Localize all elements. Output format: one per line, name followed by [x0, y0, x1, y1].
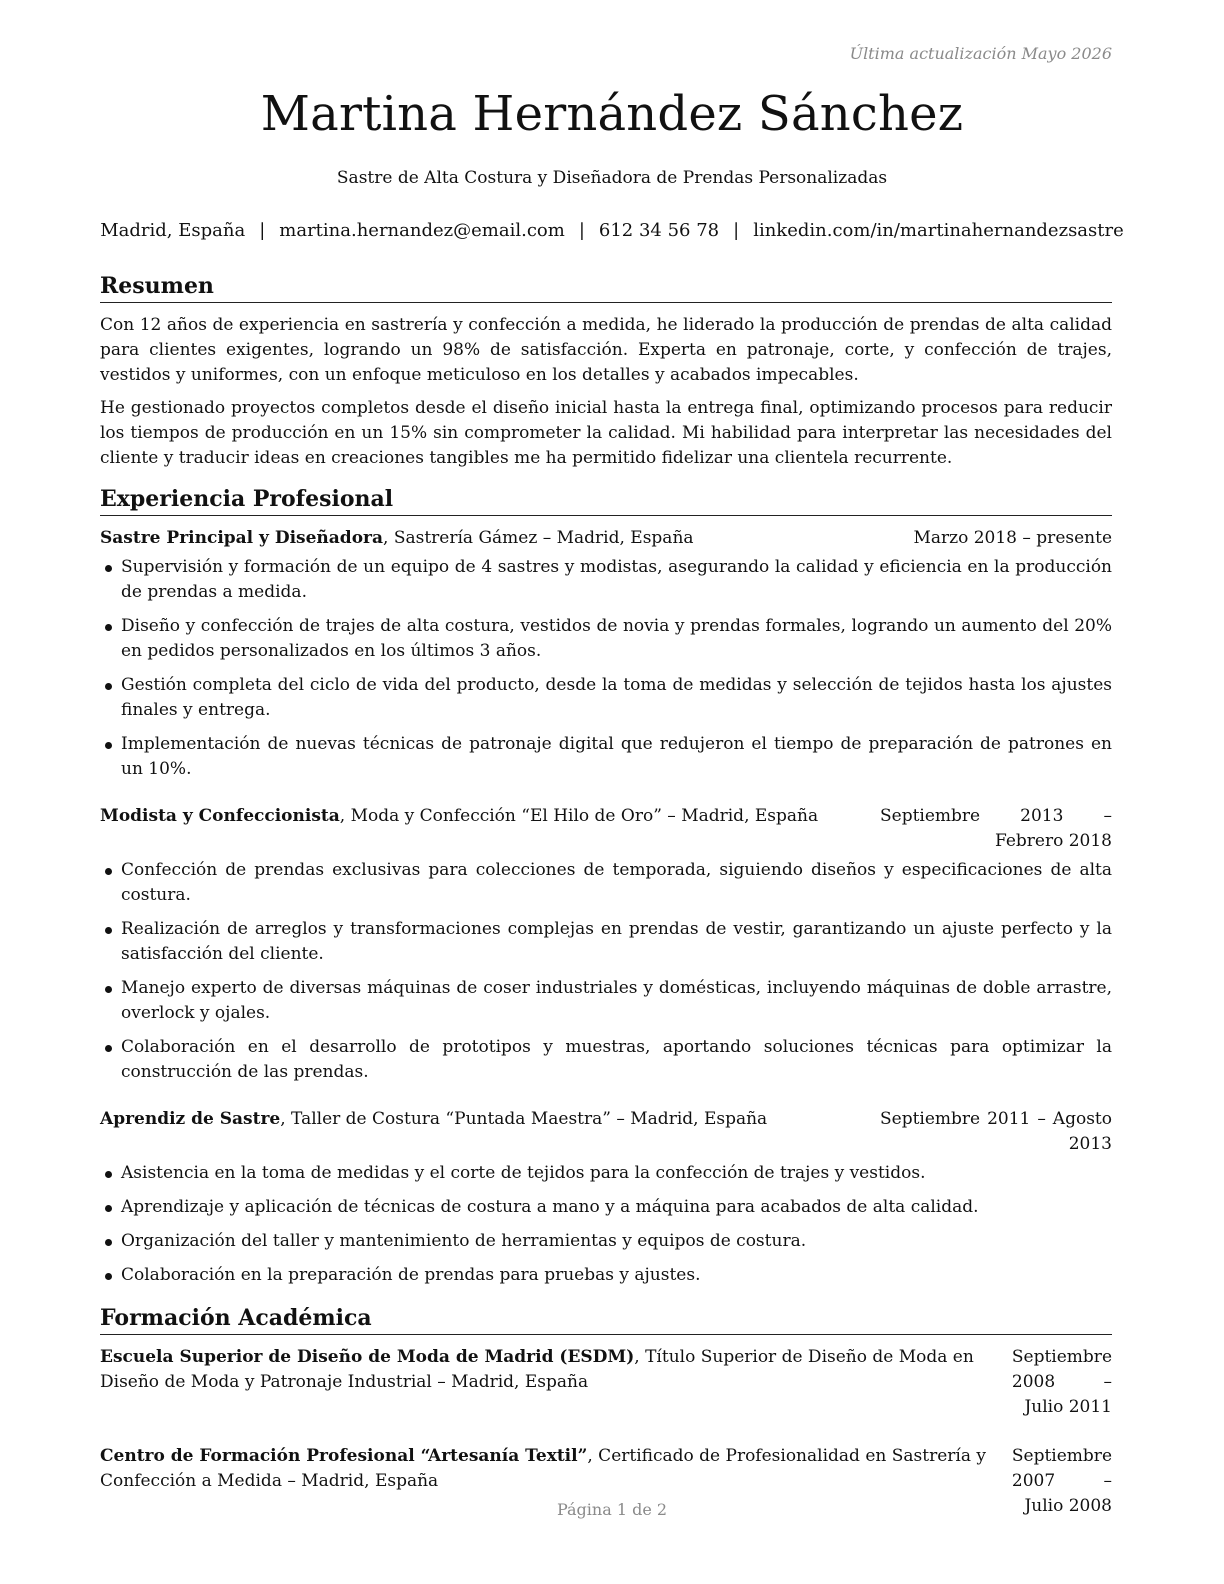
contact-linkedin[interactable]: linkedin.com/in/martinahernandezsastre [753, 220, 1124, 241]
job-employer: , Moda y Confección “El Hilo de Oro” – Madrid, España [339, 806, 819, 826]
contact-line [0, 220, 1224, 241]
section-title-summary: Resumen [100, 272, 1112, 303]
section-title-education: Formación Académica [100, 1304, 1112, 1335]
job-header [100, 1107, 1112, 1157]
education-entry [100, 1345, 1112, 1420]
job-employer: , Taller de Costura “Puntada Maestra” – Madrid, España [280, 1109, 768, 1129]
job-bullet: Realización de arreglos y transformaciones complejas en prendas de vestir, garantizando un ajuste perfecto y la satisfacción del cliente. [100, 917, 1112, 967]
job-employer: , Sastrería Gámez – Madrid, España [383, 528, 694, 548]
summary-paragraph: Con 12 años de experiencia en sastrería y confección a medida, he liderado la producción de prendas de alta calidad para clientes exigentes, logrando un 98% de satisfacción. Experta en patronaje, corte, y confección de trajes, vestidos y uniformes, con un enfoque meticuloso en los detalles y acabados impecables. [100, 315, 1112, 385]
job-dates: Marzo 2018 – presente [913, 528, 1112, 548]
job-bullet: Confección de prendas exclusivas para colecciones de temporada, siguiendo diseños y especificaciones de alta costura. [100, 858, 1112, 908]
resume-body [100, 272, 1112, 1519]
job-bullet: Gestión completa del ciclo de vida del producto, desde la toma de medidas y selección de tejidos hasta los ajustes finales y entrega. [100, 673, 1112, 723]
job-entry [100, 526, 1112, 782]
job-entry [100, 804, 1112, 1085]
contact-separator: | [259, 220, 266, 241]
contact-location: Madrid, España [100, 220, 246, 241]
page-number: Página 1 de 2 [556, 1500, 668, 1519]
job-dates: Septiembre 2013 – Febrero 2018 [880, 806, 1112, 851]
last-updated: Última actualización Mayo 2026 [849, 44, 1112, 63]
education-dates: Septiembre 2007 – Julio 2008 [1011, 1446, 1112, 1516]
job-bullet: Manejo experto de diversas máquinas de coser industriales y domésticas, incluyendo máquinas de doble arrastre, overlock y ojales. [100, 976, 1112, 1026]
job-role: Sastre Principal y Diseñadora [100, 528, 384, 548]
education-degree: , Título Superior de Diseño de Moda en Diseño de Moda y Patronaje Industrial – Madrid, España [100, 1347, 974, 1392]
job-dates: Septiembre 2011 – Agosto 2013 [880, 1109, 1112, 1154]
job-header [100, 526, 1112, 551]
job-bullet: Colaboración en la preparación de prendas para pruebas y ajustes. [100, 1263, 1112, 1288]
job-bullet: Implementación de nuevas técnicas de patronaje digital que redujeron el tiempo de preparación de patrones en un 10%. [100, 732, 1112, 782]
job-role: Modista y Confeccionista [100, 806, 340, 826]
job-header [100, 804, 1112, 854]
summary-paragraph: He gestionado proyectos completos desde el diseño inicial hasta la entrega final, optimizando procesos para reducir los tiempos de producción en un 15% sin comprometer la calidad. Mi habilidad para interpretar las necesidades del cliente y traducir ideas en creaciones tangibles me ha permitido fidelizar una clientela recurrente. [100, 398, 1112, 468]
education-school: Centro de Formación Profesional “Artesanía Textil” [100, 1446, 588, 1466]
candidate-headline: Sastre de Alta Costura y Diseñadora de Prendas Personalizadas [336, 168, 888, 188]
job-bullet: Colaboración en el desarrollo de prototipos y muestras, aportando soluciones técnicas para optimizar la construcción de las prendas. [100, 1035, 1112, 1085]
contact-separator: | [733, 220, 740, 241]
job-bullet: Supervisión y formación de un equipo de 4 sastres y modistas, asegurando la calidad y eficiencia en la producción de prendas a medida. [100, 555, 1112, 605]
job-bullet: Aprendizaje y aplicación de técnicas de costura a mano y a máquina para acabados de alta calidad. [100, 1195, 1112, 1220]
education-dates: Septiembre 2008 – Julio 2011 [1011, 1347, 1112, 1417]
candidate-name: Martina Hernández Sánchez [260, 86, 964, 142]
contact-email[interactable]: martina.hernandez@email.com [279, 220, 565, 241]
education-degree: , Certificado de Profesionalidad en Sastrería y Confección a Medida – Madrid, España [100, 1446, 986, 1491]
job-bullet: Organización del taller y mantenimiento de herramientas y equipos de costura. [100, 1229, 1112, 1254]
job-bullet: Asistencia en la toma de medidas y el corte de tejidos para la confección de trajes y vestidos. [100, 1161, 1112, 1186]
job-bullet: Diseño y confección de trajes de alta costura, vestidos de novia y prendas formales, logrando un aumento del 20% en pedidos personalizados en los últimos 3 años. [100, 614, 1112, 664]
job-bullets [100, 1161, 1112, 1288]
job-role: Aprendiz de Sastre [100, 1109, 281, 1129]
contact-separator: | [578, 220, 585, 241]
section-title-experience: Experiencia Profesional [100, 485, 1112, 516]
job-bullets [100, 555, 1112, 782]
contact-phone: 612 34 56 78 [598, 220, 720, 241]
job-bullets [100, 858, 1112, 1085]
education-school: Escuela Superior de Diseño de Moda de Madrid (ESDM) [100, 1347, 635, 1367]
job-entry [100, 1107, 1112, 1288]
